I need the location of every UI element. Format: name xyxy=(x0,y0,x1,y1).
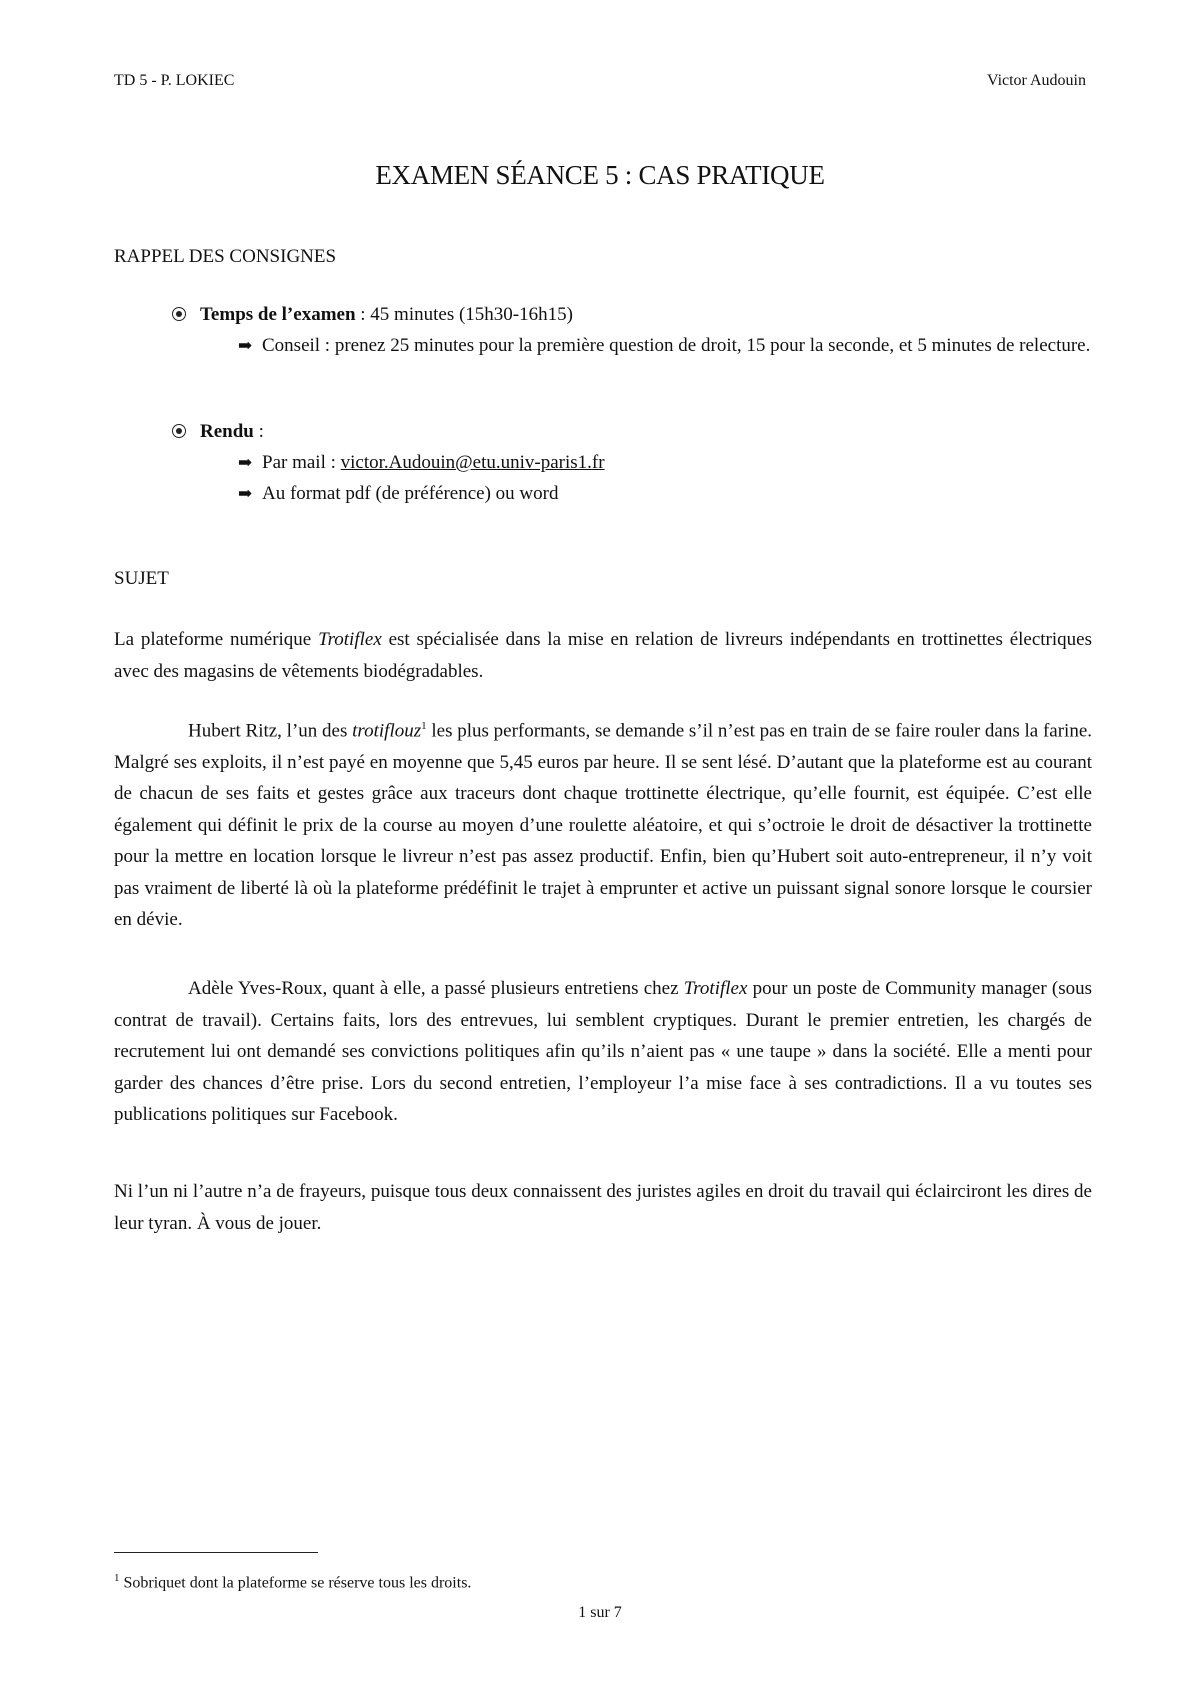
consignes-heading: RAPPEL DES CONSIGNES xyxy=(114,246,337,267)
header-author: Victor Audouin xyxy=(986,72,1086,89)
page-number: 1 sur 7 xyxy=(578,1604,622,1621)
p3-text-a: Adèle Yves-Roux, quant à elle, a passé plusieurs entretiens chez xyxy=(188,978,684,999)
paragraph-2 xyxy=(114,711,1092,936)
footnote-separator xyxy=(114,1552,318,1553)
p3-text-b: pour un poste de Community manager (sous contrat de travail). Certains faits, lors des entrevues, lui semblent cryptiques. Durant le premier entretien, les chargés de recrutement lui ont demandé ses convictions politiques afin qu’ils n’aient pas « une taupe » dans la société. Elle a menti pour garder des chances d’être prise. Lors du second entretien, l’employeur l’a mise face à ses contradictions. Il a vu toutes ses publications politiques sur Facebook. xyxy=(114,978,1092,1125)
mail-prefix: Par mail : xyxy=(262,452,341,473)
p2-nickname: trotiflouz xyxy=(352,720,422,742)
rendu-label: Rendu xyxy=(200,421,254,442)
p1-platform-name: Trotiflex xyxy=(318,629,382,650)
header-course: TD 5 - P. LOKIEC xyxy=(114,72,235,89)
arrow-right-icon: ➡ xyxy=(238,336,253,355)
p1-text-b: est spécialisée dans la mise en relation de livreurs indépendants en trottinettes électriques avec des magasins de vêtements biodégradables. xyxy=(114,629,1092,682)
p1-text-a: La plateforme numérique xyxy=(114,629,319,650)
footnote xyxy=(114,1572,471,1592)
p2-text-a: Hubert Ritz, l’un des xyxy=(188,720,353,742)
arrow-right-icon: ➡ xyxy=(238,453,253,472)
temps-label: Temps de l’examen xyxy=(200,304,356,325)
radio-bullet-icon xyxy=(172,307,186,321)
sujet-heading: SUJET xyxy=(114,568,169,589)
page-title: EXAMEN SÉANCE 5 : CAS PRATIQUE xyxy=(375,160,825,190)
footnote-text: Sobriquet dont la plateforme se réserve tous les droits. xyxy=(119,1574,472,1592)
radio-bullet-icon xyxy=(172,424,186,438)
paragraph-1 xyxy=(114,624,1092,687)
paragraph-3 xyxy=(114,973,1092,1131)
bullet-temps xyxy=(172,304,573,326)
p2-text-b: les plus performants, se demande s’il n’est pas en train de se faire rouler dans la farine. Malgré ses exploits, il n’est payé en moyenne que 5,45 euros par heure. Il se sent lésé. D’autant que la plateforme est au courant de chacun de ses faits et gestes grâce aux traceurs dont chaque trottinette électrique, qu’elle fournit, est équipée. C’est elle également qui définit le prix de la course au moyen d’une roulette aléatoire, et qui s’octroie le droit de désactiver la trottinette pour la mettre en location lorsque le livreur n’est pas assez productif. Enfin, bien qu’Hubert soit auto-entrepreneur, il n’y voit pas vraiment de liberté là où la plateforme prédéfinit le trajet à emprunter et active un puissant signal sonore lorsque le coursier en dévie. xyxy=(114,720,1093,931)
format-text: Au format pdf (de préférence) ou word xyxy=(262,483,559,504)
conseil-item xyxy=(238,330,1092,361)
email-link[interactable]: victor.Audouin@etu.univ-paris1.fr xyxy=(340,452,605,473)
bullet-rendu xyxy=(172,421,264,443)
conseil-text: Conseil : prenez 25 minutes pour la première question de droit, 15 pour la seconde, et 5 minutes de relecture. xyxy=(262,335,1091,356)
mail-item xyxy=(238,447,1092,478)
footnote-ref[interactable]: 1 xyxy=(421,720,427,732)
footnote-number: 1 xyxy=(114,1572,120,1584)
arrow-right-icon: ➡ xyxy=(238,484,253,503)
paragraph-4: Ni l’un ni l’autre n’a de frayeurs, puisque tous deux connaissent des juristes agiles en droit du travail qui éclairciront les dires de leur tyran. À vous de jouer. xyxy=(114,1181,1092,1234)
p3-platform-name: Trotiflex xyxy=(683,978,748,999)
temps-value: : 45 minutes (15h30-16h15) xyxy=(355,304,573,325)
format-item xyxy=(238,478,1092,509)
rendu-suffix: : xyxy=(253,421,264,442)
